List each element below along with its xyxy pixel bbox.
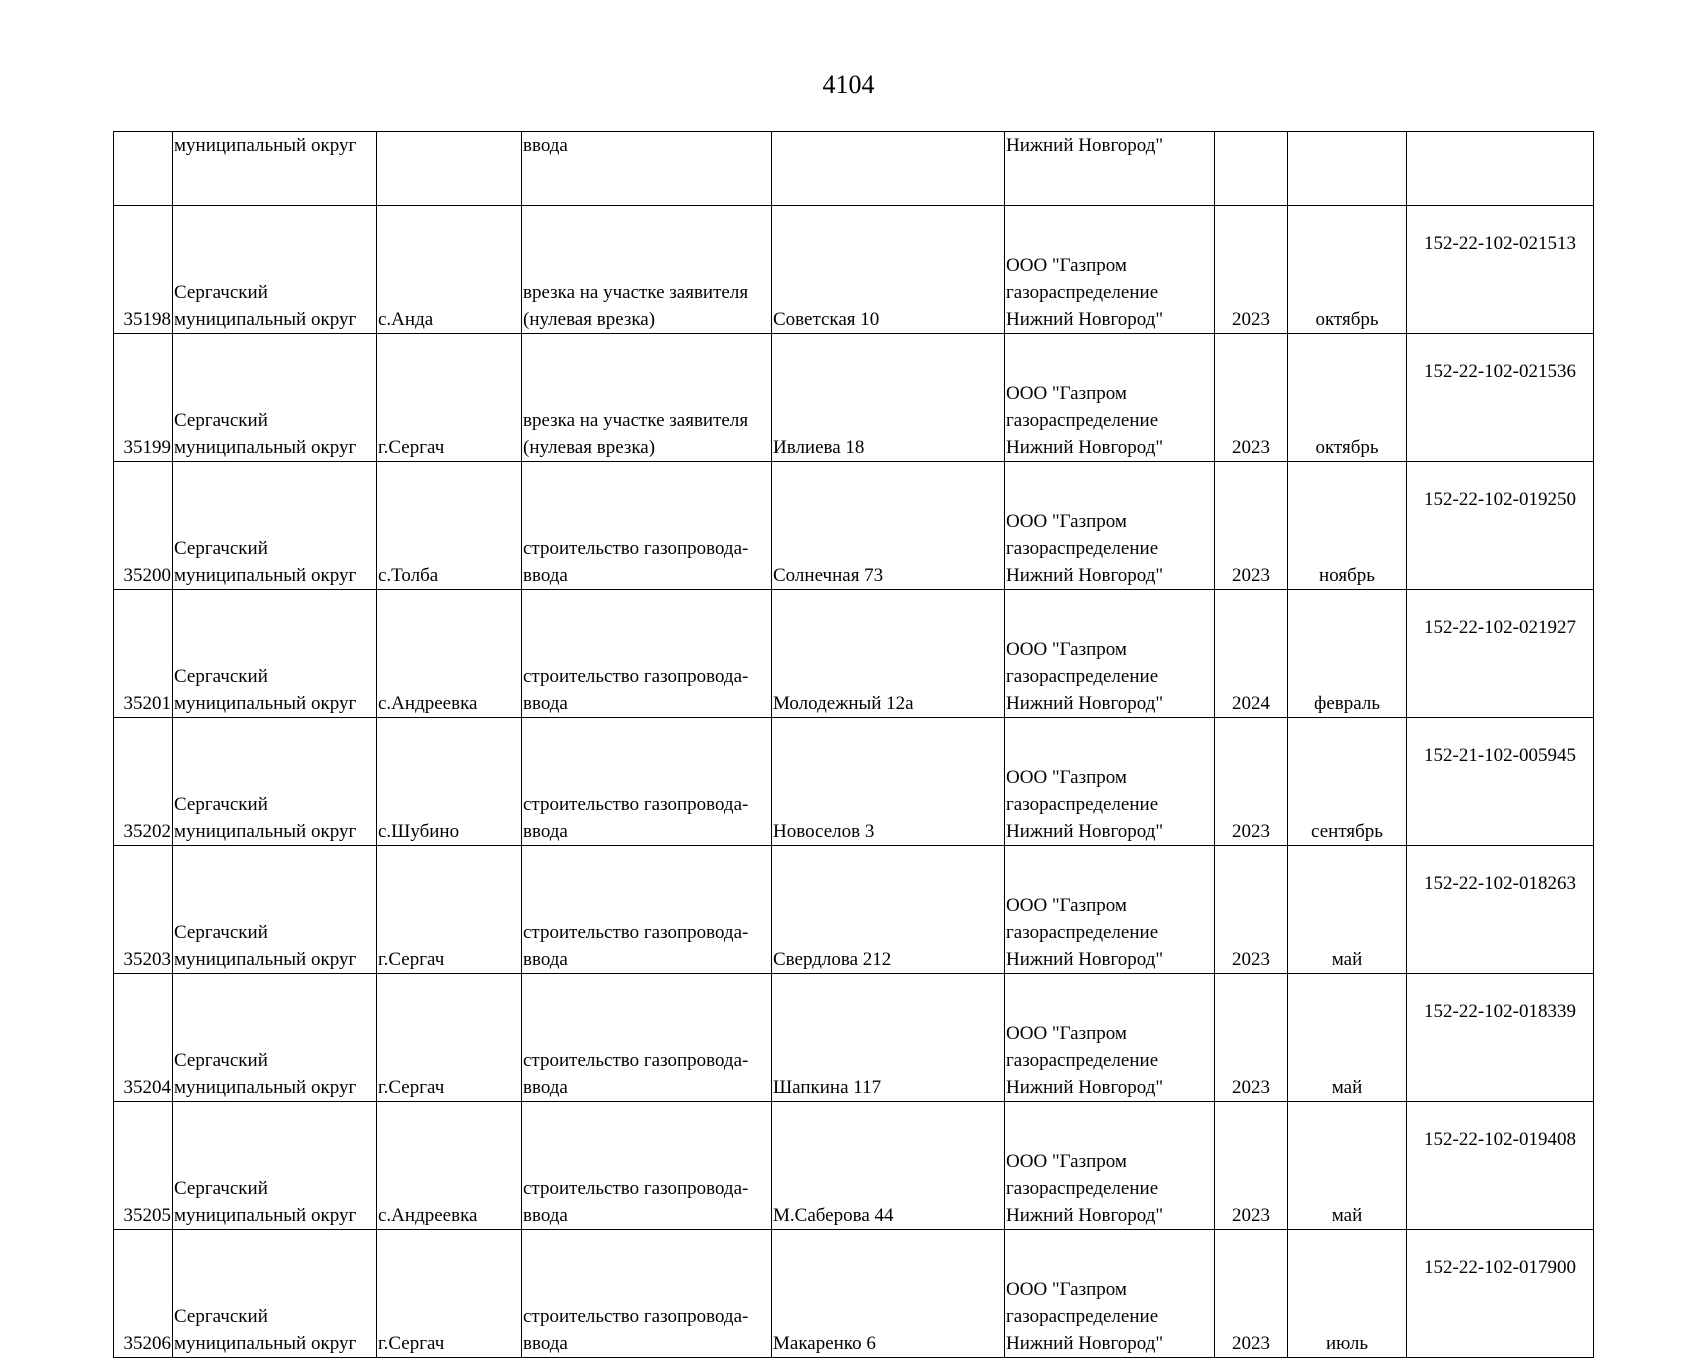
cell-org <box>1005 846 1215 974</box>
cell-locality <box>377 206 522 334</box>
cell-work <box>522 1230 772 1358</box>
year: 2023 <box>1232 565 1270 586</box>
cell-month <box>1288 974 1407 1102</box>
page-number: 4104 <box>822 70 875 99</box>
row-number: 35198 <box>123 309 171 330</box>
address: Шапкина 117 <box>773 1077 882 1098</box>
cell-address <box>772 974 1005 1102</box>
cell-district <box>173 334 377 462</box>
cell-org <box>1005 1102 1215 1230</box>
cell-district <box>173 718 377 846</box>
table-row <box>114 462 1594 590</box>
work-line-2: ввода <box>523 693 568 714</box>
org-line-2: газораспределение <box>1006 282 1159 303</box>
cell-year <box>1215 974 1288 1102</box>
district-type: муниципальный округ <box>174 1333 357 1354</box>
cell-num <box>114 334 173 462</box>
work-line-2: ввода <box>523 1077 568 1098</box>
cell-num <box>114 846 173 974</box>
row-number: 35206 <box>123 1333 171 1354</box>
locality: г.Сергач <box>378 1077 445 1098</box>
year: 2023 <box>1232 1333 1270 1354</box>
year: 2023 <box>1232 1205 1270 1226</box>
cell-locality <box>377 462 522 590</box>
request-code: 152-22-102-019408 <box>1424 1129 1576 1150</box>
district-type: муниципальный округ <box>174 309 357 330</box>
org-line-3: Нижний Новгород" <box>1006 821 1164 842</box>
request-code: 152-22-102-017900 <box>1424 1257 1576 1278</box>
cell-code <box>1407 718 1594 846</box>
locality: г.Сергач <box>378 949 445 970</box>
month: май <box>1331 1077 1363 1098</box>
row-number: 35204 <box>123 1077 171 1098</box>
table-row <box>114 334 1594 462</box>
district-type: муниципальный округ <box>174 1205 357 1226</box>
cell-code <box>1407 462 1594 590</box>
cell-address <box>772 462 1005 590</box>
org-line-2: газораспределение <box>1006 1050 1159 1071</box>
org-line-2: газораспределение <box>1006 410 1159 431</box>
request-code: 152-21-102-005945 <box>1424 745 1576 766</box>
address: Ивлиева 18 <box>773 437 865 458</box>
org-line-1: ООО "Газпром <box>1006 767 1127 788</box>
cell-district <box>173 1230 377 1358</box>
table-row <box>114 1102 1594 1230</box>
month: ноябрь <box>1319 565 1375 586</box>
org-line-2: газораспределение <box>1006 538 1159 559</box>
row-number: 35205 <box>123 1205 171 1226</box>
locality: г.Сергач <box>378 437 445 458</box>
year: 2023 <box>1232 437 1270 458</box>
cell-year <box>1215 334 1288 462</box>
work-line-1: врезка на участке заявителя <box>523 410 749 431</box>
district-name: Сергачский <box>174 1050 268 1071</box>
org-line-3: Нижний Новгород" <box>1006 1077 1164 1098</box>
org-line-2: газораспределение <box>1006 922 1159 943</box>
cell-year <box>1215 846 1288 974</box>
year: 2023 <box>1232 1077 1270 1098</box>
cell-work <box>522 590 772 718</box>
org-line-3: Нижний Новгород" <box>1006 1333 1164 1354</box>
table-row <box>114 718 1594 846</box>
district-type: муниципальный округ <box>174 821 357 842</box>
cell-org <box>1005 718 1215 846</box>
org-line-3: Нижний Новгород" <box>1006 437 1164 458</box>
locality: с.Андреевка <box>378 1205 478 1226</box>
cell-org <box>1005 1230 1215 1358</box>
cell-code <box>1407 590 1594 718</box>
cell-district <box>173 206 377 334</box>
org-line-1: ООО "Газпром <box>1006 511 1127 532</box>
cell-num <box>114 462 173 590</box>
cell-code <box>1407 846 1594 974</box>
district-type: муниципальный округ <box>174 437 357 458</box>
cell-year <box>1215 590 1288 718</box>
cell-org <box>1005 206 1215 334</box>
year: 2023 <box>1232 821 1270 842</box>
work-line-2: ввода <box>523 949 568 970</box>
org-line-3: Нижний Новгород" <box>1006 1205 1164 1226</box>
cell-org <box>1005 974 1215 1102</box>
org-line-3: Нижний Новгород" <box>1006 565 1164 586</box>
work-line-2: ввода <box>523 821 568 842</box>
cell-work <box>522 1102 772 1230</box>
cell-month <box>1288 132 1407 206</box>
district-name: Сергачский <box>174 1178 268 1199</box>
cell-address <box>772 590 1005 718</box>
request-code: 152-22-102-018339 <box>1424 1001 1576 1022</box>
cell-code <box>1407 974 1594 1102</box>
work-line-2: (нулевая врезка) <box>523 309 656 330</box>
cell-month <box>1288 590 1407 718</box>
cell-address <box>772 1102 1005 1230</box>
row-number: 35201 <box>123 693 171 714</box>
cell-locality <box>377 846 522 974</box>
year: 2023 <box>1232 949 1270 970</box>
cell-code <box>1407 334 1594 462</box>
work-line-1: врезка на участке заявителя <box>523 282 749 303</box>
cell-num <box>114 1230 173 1358</box>
table-row <box>114 846 1594 974</box>
work-line-1: строительство газопровода- <box>523 922 749 943</box>
cell-year <box>1215 462 1288 590</box>
org-line-2: газораспределение <box>1006 1306 1159 1327</box>
district-name: Сергачский <box>174 794 268 815</box>
month: февраль <box>1314 693 1380 714</box>
cell-year <box>1215 1230 1288 1358</box>
table-row <box>114 1230 1594 1358</box>
row-number: 35202 <box>123 821 171 842</box>
table-row <box>114 206 1594 334</box>
org-line-3: Нижний Новгород" <box>1006 309 1164 330</box>
month: сентябрь <box>1311 821 1383 842</box>
district-name: Сергачский <box>174 666 268 687</box>
org-line-1: ООО "Газпром <box>1006 1151 1127 1172</box>
org-line-3: Нижний Новгород" <box>1006 949 1164 970</box>
locality: с.Шубино <box>378 821 460 842</box>
district-type: муниципальный округ <box>174 693 357 714</box>
registry-table <box>113 131 1594 1358</box>
work-line-1: строительство газопровода- <box>523 1050 749 1071</box>
org-line-1: ООО "Газпром <box>1006 895 1127 916</box>
district-type: муниципальный округ <box>174 1077 357 1098</box>
month: май <box>1331 1205 1363 1226</box>
district-type: муниципальный округ <box>174 949 357 970</box>
address: Свердлова 212 <box>773 949 892 970</box>
org-line-2: газораспределение <box>1006 794 1159 815</box>
cell-year <box>1215 132 1288 206</box>
table-row <box>114 974 1594 1102</box>
cell-locality <box>377 718 522 846</box>
org-line-1: ООО "Газпром <box>1006 1279 1127 1300</box>
cell-org <box>1005 334 1215 462</box>
request-code: 152-22-102-021536 <box>1424 361 1576 382</box>
cell-num <box>114 132 173 206</box>
work-line-1: строительство газопровода- <box>523 794 749 815</box>
table-row <box>114 590 1594 718</box>
cell-month <box>1288 334 1407 462</box>
address: Новоселов 3 <box>773 821 875 842</box>
work-line-2: ввода <box>523 1333 568 1354</box>
locality: с.Андреевка <box>378 693 478 714</box>
month: май <box>1331 949 1363 970</box>
cell-district <box>173 846 377 974</box>
cell-work <box>522 846 772 974</box>
month: октябрь <box>1315 309 1379 330</box>
cell-month <box>1288 1102 1407 1230</box>
org-line-1: ООО "Газпром <box>1006 255 1127 276</box>
cell-work: ввода <box>522 132 772 206</box>
org-line-3: Нижний Новгород" <box>1006 693 1164 714</box>
cell-year <box>1215 718 1288 846</box>
cell-year <box>1215 206 1288 334</box>
locality: г.Сергач <box>378 1333 445 1354</box>
row-number: 35199 <box>123 437 171 458</box>
cell-address <box>772 206 1005 334</box>
cell-locality <box>377 334 522 462</box>
work-line-2: ввода <box>523 565 568 586</box>
work-line-2: (нулевая врезка) <box>523 437 656 458</box>
cell-num <box>114 718 173 846</box>
cell-month <box>1288 846 1407 974</box>
cell-district <box>173 590 377 718</box>
cell-address <box>772 718 1005 846</box>
request-code: 152-22-102-018263 <box>1424 873 1576 894</box>
request-code: 152-22-102-019250 <box>1424 489 1576 510</box>
request-code: 152-22-102-021513 <box>1424 233 1576 254</box>
address: Советская 10 <box>773 309 880 330</box>
year: 2024 <box>1232 693 1270 714</box>
district-name: Сергачский <box>174 282 268 303</box>
district-name: Сергачский <box>174 538 268 559</box>
cell-month <box>1288 462 1407 590</box>
cell-district <box>173 462 377 590</box>
cell-work <box>522 974 772 1102</box>
cell-work <box>522 718 772 846</box>
cell-num <box>114 590 173 718</box>
cell-num <box>114 206 173 334</box>
cell-org <box>1005 462 1215 590</box>
month: октябрь <box>1315 437 1379 458</box>
org-line-1: ООО "Газпром <box>1006 639 1127 660</box>
cell-code <box>1407 1102 1594 1230</box>
work-line-1: строительство газопровода- <box>523 538 749 559</box>
row-number: 35203 <box>123 949 171 970</box>
cell-locality <box>377 590 522 718</box>
district-name: Сергачский <box>174 922 268 943</box>
cell-code <box>1407 132 1594 206</box>
cell-code <box>1407 1230 1594 1358</box>
cell-district <box>173 1102 377 1230</box>
cell-address <box>772 334 1005 462</box>
table-row-continued <box>114 132 1594 206</box>
address: Макаренко 6 <box>773 1333 876 1354</box>
org-line-1: ООО "Газпром <box>1006 383 1127 404</box>
cell-address <box>772 1230 1005 1358</box>
cell-locality <box>377 974 522 1102</box>
cell-locality <box>377 132 522 206</box>
locality: с.Толба <box>378 565 439 586</box>
org-line-1: ООО "Газпром <box>1006 1023 1127 1044</box>
district-type: муниципальный округ <box>174 565 357 586</box>
cell-work <box>522 206 772 334</box>
cell-num <box>114 1102 173 1230</box>
cell-district: муниципальный округ <box>173 132 377 206</box>
work-line-1: строительство газопровода- <box>523 1178 749 1199</box>
cell-work <box>522 334 772 462</box>
district-name: Сергачский <box>174 1306 268 1327</box>
cell-month <box>1288 206 1407 334</box>
work-line-1: строительство газопровода- <box>523 1306 749 1327</box>
cell-org <box>1005 590 1215 718</box>
row-number: 35200 <box>123 565 171 586</box>
address: Солнечная 73 <box>773 565 884 586</box>
org-line-2: газораспределение <box>1006 1178 1159 1199</box>
cell-address <box>772 846 1005 974</box>
cell-locality <box>377 1230 522 1358</box>
cell-year <box>1215 1102 1288 1230</box>
cell-month <box>1288 718 1407 846</box>
year: 2023 <box>1232 309 1270 330</box>
cell-num <box>114 974 173 1102</box>
cell-district <box>173 974 377 1102</box>
locality: с.Анда <box>378 309 434 330</box>
cell-month <box>1288 1230 1407 1358</box>
cell-org: Нижний Новгород" <box>1005 132 1215 206</box>
work-line-1: строительство газопровода- <box>523 666 749 687</box>
org-line-2: газораспределение <box>1006 666 1159 687</box>
address: М.Саберова 44 <box>773 1205 894 1226</box>
address: Молодежный 12а <box>773 693 914 714</box>
request-code: 152-22-102-021927 <box>1424 617 1576 638</box>
month: июль <box>1325 1333 1369 1354</box>
cell-address <box>772 132 1005 206</box>
district-name: Сергачский <box>174 410 268 431</box>
cell-work <box>522 462 772 590</box>
cell-code <box>1407 206 1594 334</box>
cell-locality <box>377 1102 522 1230</box>
work-line-2: ввода <box>523 1205 568 1226</box>
